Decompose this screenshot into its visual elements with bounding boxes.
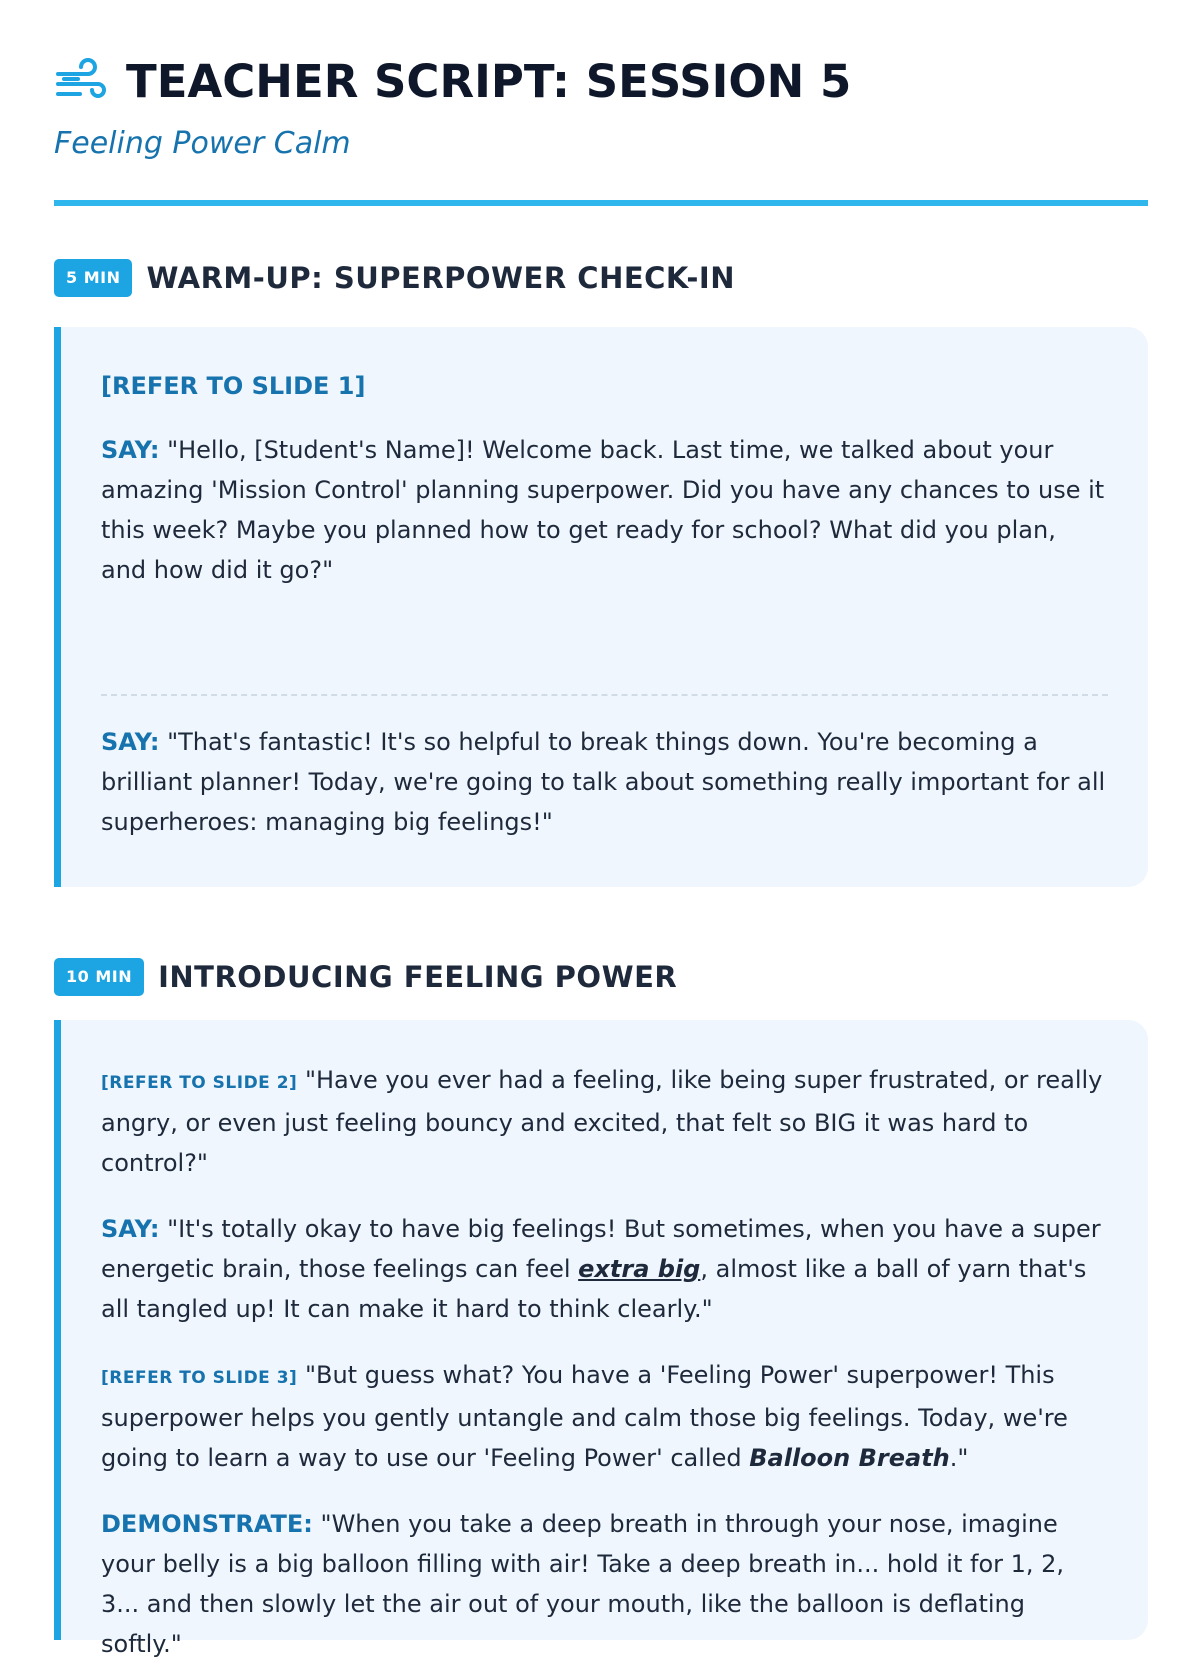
slide-ref-label: [REFER TO SLIDE 2] <box>101 1073 298 1093</box>
say-text: "That's fantastic! It's so helpful to break things down. You're becoming a brilliant planner! Today, we're going to talk about something really important for all superheroes: managing big feelings!" <box>101 728 1106 836</box>
say-paragraph-1 <box>101 430 1108 590</box>
demonstrate-paragraph <box>101 1504 1108 1664</box>
paragraph-text: "When you take a deep breath in through your nose, imagine your belly is a big balloon filling with air! Take a deep breath in... hold it for 1, 2, 3... and then slowly let the air out of your mouth, like the balloon is deflating softly." <box>101 1510 1065 1658</box>
slide-3-paragraph <box>101 1355 1108 1478</box>
header-divider <box>54 200 1148 206</box>
script-box-feeling-power <box>54 1020 1148 1658</box>
paragraph-text: , almost like a ball of yarn that's all tangled up! It can make it hard to think clearly." <box>101 1255 1087 1323</box>
page-subtitle: Feeling Power Calm <box>54 126 351 161</box>
time-badge: 5 MIN <box>54 259 132 297</box>
paragraph-text: "It's totally okay to have big feelings! But sometimes, when you have a super energetic brain, those feelings can feel <box>101 1215 1101 1283</box>
page-title: TEACHER SCRIPT: SESSION 5 <box>126 55 852 108</box>
section-header-feeling-power <box>54 957 677 997</box>
say-label: SAY: <box>101 728 160 756</box>
slide-2-paragraph <box>101 1060 1108 1183</box>
section-title: INTRODUCING FEELING POWER <box>158 960 678 994</box>
paragraph-text: "But guess what? You have a 'Feeling Power' superpower! This superpower helps you gently untangle and calm those big feelings. Today, we're going to learn a way to use our 'Feeling Power' called <box>101 1361 1068 1472</box>
section-header-warm-up <box>54 258 735 298</box>
time-badge: 10 MIN <box>54 958 144 996</box>
slide-reference <box>101 366 1108 406</box>
say-text: "Hello, [Student's Name]! Welcome back. Last time, we talked about your amazing 'Mission Control' planning superpower. Did you have any chances to use it this week? Maybe you planned how to get ready for school? What did you plan, and how did it go?" <box>101 436 1105 584</box>
slide-ref-label: [REFER TO SLIDE 1] <box>101 372 366 400</box>
say-label: SAY: <box>101 1215 160 1243</box>
say-label: SAY: <box>101 436 160 464</box>
section-title: WARM-UP: SUPERPOWER CHECK-IN <box>146 261 735 295</box>
say-paragraph-2 <box>101 722 1108 842</box>
title-row <box>54 52 1148 112</box>
script-box-warm-up <box>54 327 1148 887</box>
slide-ref-label: [REFER TO SLIDE 3] <box>101 1368 298 1388</box>
page-header <box>54 52 1148 164</box>
emphasis-text: Balloon Breath <box>749 1444 950 1472</box>
paragraph-text: "Have you ever had a feeling, like being super frustrated, or really angry, or even just feeling bouncy and excited, that felt so BIG it was hard to control?" <box>101 1066 1103 1177</box>
paragraph-text: ." <box>949 1444 969 1472</box>
say-paragraph-3 <box>101 1209 1108 1329</box>
wind-icon <box>54 60 106 104</box>
demonstrate-label: DEMONSTRATE: <box>101 1510 313 1538</box>
emphasis-text: extra big <box>578 1255 701 1283</box>
